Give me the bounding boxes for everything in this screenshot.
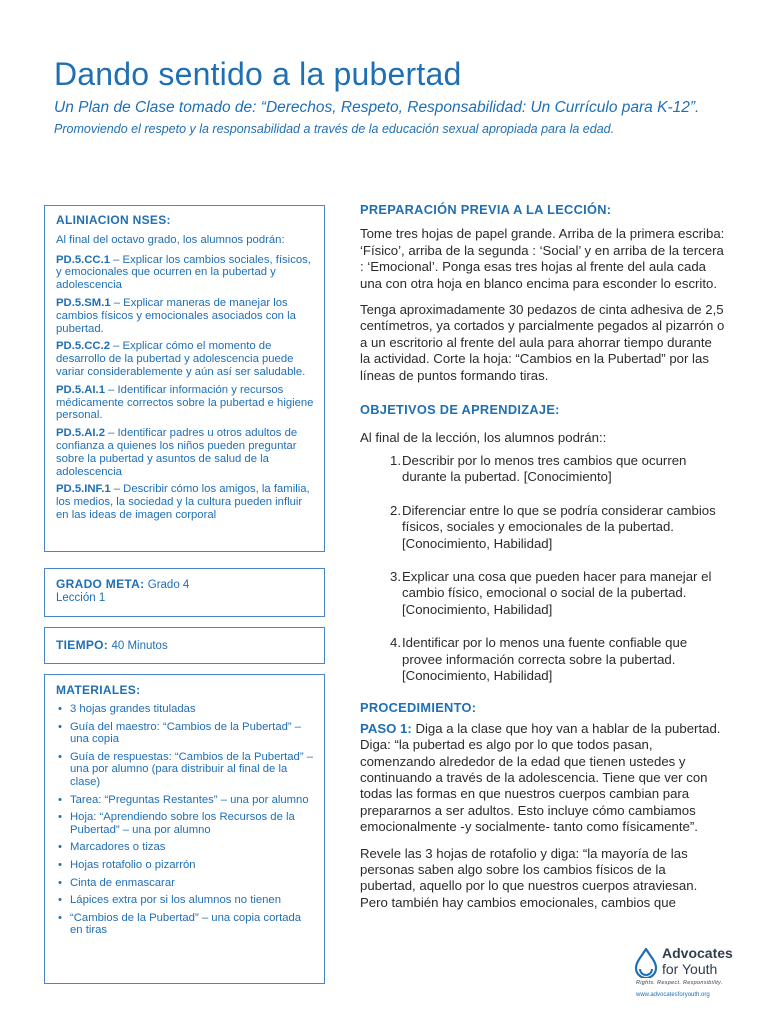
advocates-for-youth-logo: [630, 942, 750, 1002]
logo-url: www.advocatesforyouth.org: [636, 992, 710, 998]
nses-standard: [56, 483, 314, 521]
prep-paragraph: Tome tres hojas de papel grande. Arriba de la primera escriba: ‘Físico’, arriba de la segunda : ‘Social’ y en arriba de la tercera : ‘Emocional’. Ponga esas tres hojas al frente del aula cada una con otra hoja en blanco encima para esconder lo escrito.: [360, 226, 725, 291]
materials-list: [56, 703, 314, 937]
procedure-step: [360, 721, 725, 836]
objectives-intro: Al final de la lección, los alumnos podrán::: [360, 430, 607, 446]
list-item: • Hoja: “Aprendiendo sobre los Recursos de la Pubertad” – una por alumno: [56, 811, 314, 836]
list-item: • “Cambios de la Pubertad” – una copia cortada en tiras: [56, 912, 314, 937]
page-title: Dando sentido a la pubertad: [54, 56, 462, 92]
list-item: [360, 503, 725, 552]
list-item: • 3 hojas grandes tituladas: [56, 703, 314, 716]
step-text: Diga a la clase que hoy van a hablar de la pubertad. Diga: “la pubertad es algo por lo que todos pasan, comenzando alrededor de la edad que tienen ustedes y continuando a través de la adolescencia. Tiene que ver con todas las formas en que nuestros cuerpos cambian para prepararnos a ser adultos. Esto incluye cómo cambiamos emocionalmente -y socialmente- tanto como físicamente”.: [360, 720, 721, 835]
standard-text: – Describir cómo los amigos, la familia, los medios, la sociedad y la cultura pueden influir en las ideas de imagen corporal: [56, 483, 310, 521]
standard-code: PD.5.AI.2: [56, 427, 105, 440]
list-item: • Cinta de enmascarar: [56, 877, 314, 890]
logo-name-line2: for Youth: [662, 961, 718, 977]
materials-heading: MATERIALES:: [56, 683, 141, 697]
logo-name-line1: Advocates: [662, 945, 733, 961]
standard-text: – Identificar padres u otros adultos de confianza a quienes los niños pueden preguntar sobre la pubertad y asuntos de salud de la adolescencia: [56, 427, 298, 478]
list-item: [360, 453, 725, 486]
standard-code: PD.5.CC.1: [56, 253, 110, 266]
objectives-heading: OBJETIVOS DE APRENDIZAJE:: [360, 402, 560, 418]
page-subtitle: Un Plan de Clase tomado de: “Derechos, Respeto, Responsabilidad: Un Currículo para K-12”.: [54, 99, 700, 116]
item-text: Identificar por lo menos una fuente confiable que provee información correcta sobre la pubertad. [Conocimiento, Habilidad]: [402, 635, 688, 683]
item-text: Explicar una cosa que pueden hacer para manejar el cambio físico, emocional o social de la pubertad. [Conocimiento, Habilidad]: [402, 568, 712, 617]
grade-box: [44, 568, 325, 617]
item-text: Describir por lo menos tres cambios que ocurren durante la pubertad. [Conocimiento]: [402, 452, 687, 485]
standard-code: PD.5.INF.1: [56, 483, 111, 496]
list-item: • Hojas rotafolio o pizarrón: [56, 859, 314, 872]
item-number: 1.: [390, 452, 401, 468]
nses-standard: [56, 297, 314, 335]
list-item: • Marcadores o tizas: [56, 841, 314, 854]
list-item: [360, 569, 725, 618]
prep-heading: PREPARACIÓN PREVIA A LA LECCIÓN:: [360, 202, 612, 217]
logo-tagline: Rights. Respect. Responsibility.: [636, 980, 723, 986]
water-drop-icon: [634, 948, 658, 978]
time-label: TIEMPO:: [56, 638, 109, 652]
list-item: • Lápices extra por si los alumnos no tienen: [56, 894, 314, 907]
nses-heading: ALINIACION NSES:: [56, 213, 171, 227]
materials-box: [44, 674, 325, 984]
prep-paragraph: Tenga aproximadamente 30 pedazos de cinta adhesiva de 2,5 centímetros, ya cortados y parcialmente pegados al pizarrón o a un escritorio al frente del aula para ahorrar tiempo durante la actividad. Corte la hoja: “Cambios en la Pubertad” por las líneas de puntos formando tiras.: [360, 302, 725, 383]
standard-code: PD.5.AI.1: [56, 383, 105, 396]
page-tagline: Promoviendo el respeto y la responsabilidad a través de la educación sexual apropiada para la edad.: [54, 122, 615, 136]
standard-text: – Explicar maneras de manejar los cambios físicos y emocionales asociados con la pubertad.: [56, 296, 296, 335]
standard-text: – Explicar cómo el momento de desarrollo de la pubertad y adolescencia puede variar considerablemente y aún así ser saludable.: [56, 340, 306, 378]
time-box: [44, 627, 325, 664]
step-label: PASO 1:: [360, 720, 412, 736]
item-text: Diferenciar entre lo que se podría considerar cambios físicos, sociales y emocionales de la pubertad. [Conocimiento, Habilidad]: [402, 502, 716, 551]
standard-text: – Identificar información y recursos médicamente correctos sobre la pubertad e higiene personal.: [56, 383, 314, 422]
list-item: • Tarea: “Preguntas Restantes” – una por alumno: [56, 794, 314, 807]
time-value: 40 Minutos: [111, 640, 168, 652]
nses-alignment-box: [44, 205, 325, 552]
procedure-heading: PROCEDIMIENTO:: [360, 700, 477, 716]
standard-code: PD.5.CC.2: [56, 340, 110, 353]
nses-standard: [56, 384, 314, 422]
procedure-paragraph: Revele las 3 hojas de rotafolio y diga: “la mayoría de las personas saben algo sobre los cambios físicos de la pubertad, aquello por lo que nuestros cuerpos atraviesan. Pero también hay cambios emocionales, cambios que: [360, 845, 698, 910]
main-content: [360, 202, 725, 921]
nses-standard: [56, 427, 314, 478]
grade-label: GRADO META:: [56, 577, 145, 591]
standard-text: – Explicar los cambios sociales, físicos, y emocionales que ocurren en la pubertad y adolescencia: [56, 253, 311, 292]
nses-standard: [56, 254, 314, 292]
item-number: 4.: [390, 635, 401, 651]
nses-intro: Al final del octavo grado, los alumnos podrán:: [56, 233, 285, 246]
list-item: • Guía de respuestas: “Cambios de la Pubertad” – una por alumno (para distribuir al final de la clase): [56, 751, 314, 789]
item-number: 3.: [390, 568, 401, 584]
lesson-number: Lección 1: [56, 592, 106, 604]
list-item: [360, 635, 725, 684]
nses-standard: [56, 340, 314, 378]
list-item: • Guía del maestro: “Cambios de la Pubertad” – una copia: [56, 721, 314, 746]
item-number: 2.: [390, 502, 401, 518]
objectives-list: [360, 453, 725, 684]
standard-code: PD.5.SM.1: [56, 296, 111, 309]
grade-value: Grado 4: [147, 579, 190, 591]
